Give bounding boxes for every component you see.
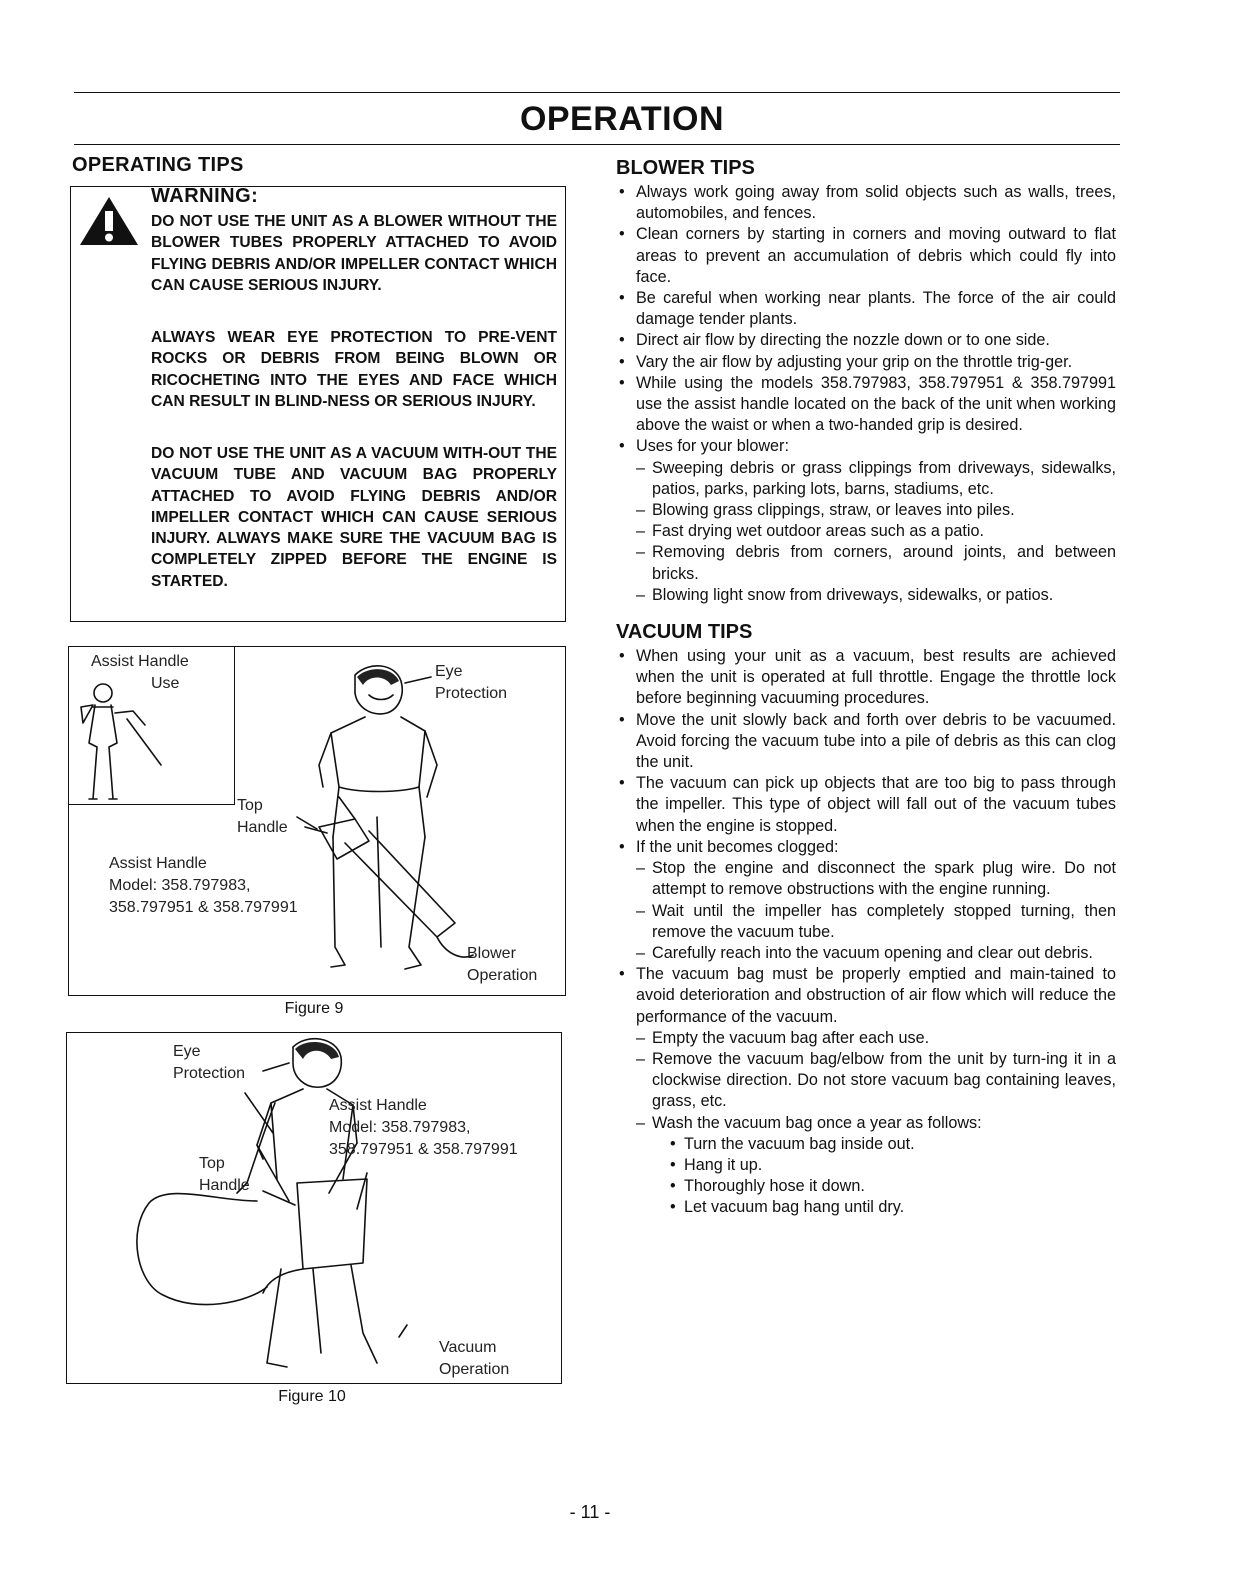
wash-steps-list [652,1134,1116,1219]
bag-step-3 [636,1113,1116,1219]
vacuum-operation-label-1: Vacuum [439,1339,497,1356]
blower-tips-heading: BLOWER TIPS [616,157,755,179]
top-handle-label-1: Top [199,1155,225,1172]
inset-label-assist-handle: Assist Handle [91,653,189,670]
top-handle-label-1: Top [237,797,263,814]
blower-use-5: – Blowing light snow from driveways, sidewalks, or patios. [636,585,1116,606]
bag-step-2: – Remove the vacuum bag/elbow from the unit by turn-ing it in a clockwise direction. Do not store vacuum bag containing leaves, grass, etc. [636,1049,1116,1113]
eye-protection-pointer-10 [263,1063,289,1071]
vacuum-tip-4 [616,837,1116,964]
blower-tips-list [616,182,1116,606]
eye-protection-label-2: Protection [435,685,508,702]
bag-steps-list [636,1028,1116,1219]
assist-handle-label-1: Assist Handle [109,855,207,872]
vacuum-operation-label-2: Operation [439,1361,510,1378]
clogged-intro: If the unit becomes clogged: [636,837,839,856]
blower-person-drawing [319,666,473,969]
blower-uses-list [636,458,1116,606]
blower-use-1: – Sweeping debris or grass clippings from driveways, sidewalks, patios, parks, parking lots, barns, stadiums, etc. [636,458,1116,500]
figure-10-frame [66,1032,562,1384]
assist-handle-label-2: Model: 358.797983, [329,1119,471,1136]
assist-handle-label-3: 358.797951 & 358.797991 [109,899,298,916]
inset-label-use: Use [151,675,180,692]
warning-triangle-icon [77,193,141,249]
top-handle-pointer-10 [263,1191,295,1205]
assist-handle-label-1: Assist Handle [329,1097,427,1114]
bag-intro: The vacuum bag must be properly emptied and main-tained to avoid deterioration and obstruction of air flow which will reduce the performance of the vacuum. [636,965,1116,1026]
blower-tip-4: • Direct air flow by directing the nozzle down or to one side. [616,330,1116,351]
top-handle-label-2: Handle [237,819,288,836]
wash-step-2: • Hang it up. [670,1155,1116,1176]
right-column [616,156,1116,1219]
figure-9-caption: Figure 9 [284,1000,344,1017]
vacuum-tip-1: • When using your unit as a vacuum, best results are achieved when the unit is operated at full throttle. Engage the throttle lock before beginning vacuuming procedures. [616,646,1116,710]
figure-10-illustration [67,1033,563,1385]
inset-person-drawing [81,684,161,799]
warning-paragraph-2: ALWAYS WEAR EYE PROTECTION TO PRE-VENT ROCKS OR DEBRIS FROM BEING BLOWN OR RICOCHETING INTO THE EYES AND FACE WHICH CAN RESULT IN BLIND-NESS OR SERIOUS INJURY. [151,329,557,410]
figure-10-caption: Figure 10 [278,1388,346,1405]
wash-intro: Wash the vacuum bag once a year as follows: [652,1113,982,1132]
blower-use-3: – Fast drying wet outdoor areas such as a patio. [636,521,1116,542]
top-rule [74,92,1120,93]
eye-protection-pointer [405,677,431,683]
vacuum-person-drawing [137,1039,377,1367]
blower-tip-7 [616,436,1116,606]
assist-handle-label-2: Model: 358.797983, [109,877,251,894]
eye-protection-label-1: Eye [173,1043,201,1060]
warning-box [70,186,566,622]
figure-9-frame [68,646,566,996]
bag-step-1: – Empty the vacuum bag after each use. [636,1028,1116,1049]
wash-step-3: • Thoroughly hose it down. [670,1176,1116,1197]
vacuum-tips-list [616,646,1116,1218]
vacuum-tip-3: • The vacuum can pick up objects that are too big to pass through the impeller. This type of object will fall out of the vacuum tubes when the engine is stopped. [616,773,1116,837]
blower-uses-intro: Uses for your blower: [636,437,789,456]
blower-operation-label-2: Operation [467,967,538,984]
wash-step-4: • Let vacuum bag hang until dry. [670,1197,1116,1218]
warning-paragraph-3: DO NOT USE THE UNIT AS A VACUUM WITH-OUT THE VACUUM TUBE AND VACUUM BAG PROPERLY ATTACHED TO AVOID FLYING DEBRIS AND/OR IMPELLER CONTACT WHICH CAN CAUSE SERIOUS INJURY. ALWAYS MAKE SURE THE VACUUM BAG IS COMPLETELY ZIPPED BEFORE THE ENGINE IS STARTED. [151,445,557,590]
wash-step-1: • Turn the vacuum bag inside out. [670,1134,1116,1155]
warning-title: WARNING: [151,185,259,207]
page-number: - 11 - [569,1502,611,1522]
blower-use-4: – Removing debris from corners, around joints, and between bricks. [636,542,1116,584]
clogged-step-1: – Stop the engine and disconnect the spark plug wire. Do not attempt to remove obstructions with the engine running. [636,858,1116,900]
vacuum-tips-heading: VACUUM TIPS [616,621,753,644]
blower-tip-6: • While using the models 358.797983, 358.797951 & 358.797991 use the assist handle located on the back of the unit when working above the waist or when a two-handed grip is desired. [616,373,1116,437]
vacuum-pointer-10 [399,1325,407,1337]
blower-tip-1: • Always work going away from solid objects such as walls, trees, automobiles, and fences. [616,182,1116,224]
vacuum-tip-2: • Move the unit slowly back and forth over debris to be vacuumed. Avoid forcing the vacuum tube into a pile of debris as this can clog the unit. [616,710,1116,774]
eye-protection-label-2: Protection [173,1065,246,1082]
title-rule [74,144,1120,145]
assist-handle-label-3: 358.797951 & 358.797991 [329,1141,518,1158]
vacuum-tip-5 [616,964,1116,1218]
page-title: OPERATION [519,100,725,138]
clogged-step-3: – Carefully reach into the vacuum opening and clear out debris. [636,943,1116,964]
blower-tip-2: • Clean corners by starting in corners and moving outward to flat areas to prevent an accumulation of debris which could fly into face. [616,224,1116,288]
clogged-step-2: – Wait until the impeller has completely stopped turning, then remove the vacuum tube. [636,901,1116,943]
operating-tips-heading: OPERATING TIPS [72,154,244,176]
blower-use-2: – Blowing grass clippings, straw, or leaves into piles. [636,500,1116,521]
top-handle-label-2: Handle [199,1177,250,1194]
eye-protection-label-1: Eye [435,663,463,680]
blower-operation-label-1: Blower [467,945,516,962]
warning-paragraph-1: DO NOT USE THE UNIT AS A BLOWER WITHOUT THE BLOWER TUBES PROPERLY ATTACHED TO AVOID FLYING DEBRIS AND/OR IMPELLER CONTACT WHICH CAN CAUSE SERIOUS INJURY. [151,213,557,294]
blower-tip-3: • Be careful when working near plants. The force of the air could damage tender plants. [616,288,1116,330]
blower-tip-5: • Vary the air flow by adjusting your grip on the throttle trig-ger. [616,352,1116,373]
clogged-steps-list [636,858,1116,964]
